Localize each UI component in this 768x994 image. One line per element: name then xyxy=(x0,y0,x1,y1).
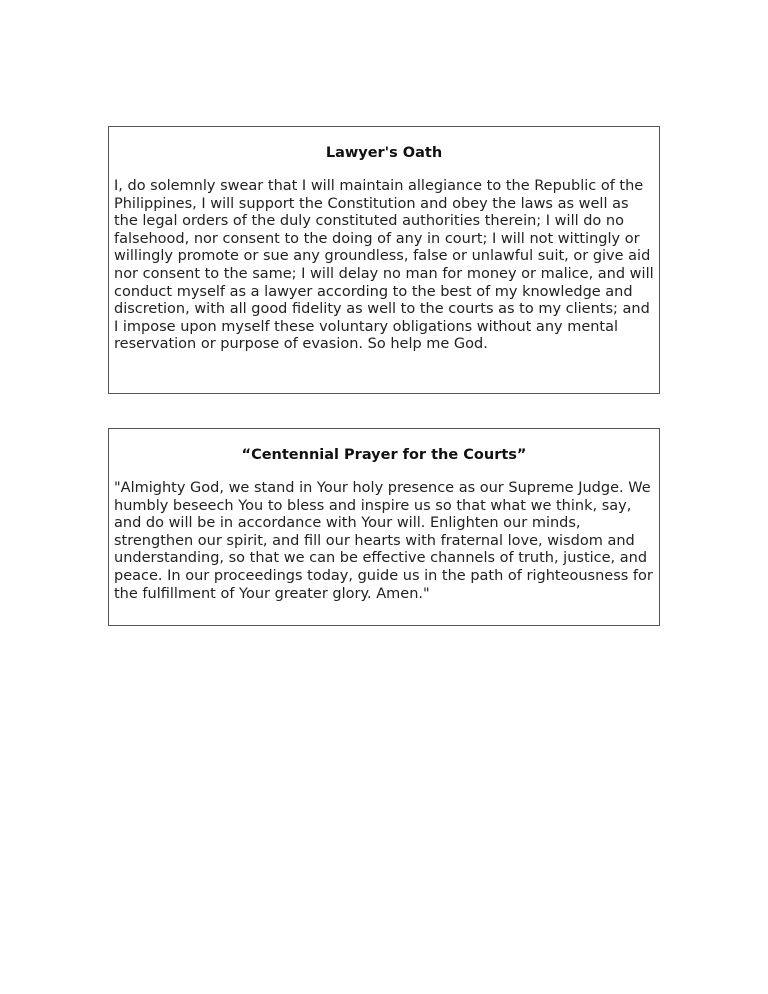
lawyers-oath-text: I, do solemnly swear that I will maintain allegiance to the Republic of the Philippines, I will support the Constitution and obey the laws as well as the legal orders of the duly constituted authorities therein; I will do no falsehood, nor consent to the doing of any in court; I will not wittingly or willingly promote or sue any groundless, false or unlawful suit, or give aid nor consent to the same; I will delay no man for money or malice, and will conduct myself as a lawyer according to the best of my knowledge and discretion, with all good fidelity as well to the courts as to my clients; and I impose upon myself these voluntary obligations without any mental reservation or purpose of evasion. So help me God. xyxy=(114,178,654,353)
centennial-prayer-box xyxy=(108,428,660,626)
centennial-prayer-text: "Almighty God, we stand in Your holy presence as our Supreme Judge. We humbly beseech You to bless and inspire us so that what we think, say, and do will be in accordance with Your will. Enlighten our minds, strengthen our spirit, and fill our hearts with fraternal love, wisdom and understanding, so that we can be effective channels of truth, justice, and peace. In our proceedings today, guide us in the path of righteousness for the fulfillment of Your greater glory. Amen." xyxy=(114,480,653,602)
lawyers-oath-box xyxy=(108,126,660,394)
lawyers-oath-title: Lawyer's Oath xyxy=(325,145,443,161)
centennial-prayer-title: “Centennial Prayer for the Courts” xyxy=(241,447,527,463)
